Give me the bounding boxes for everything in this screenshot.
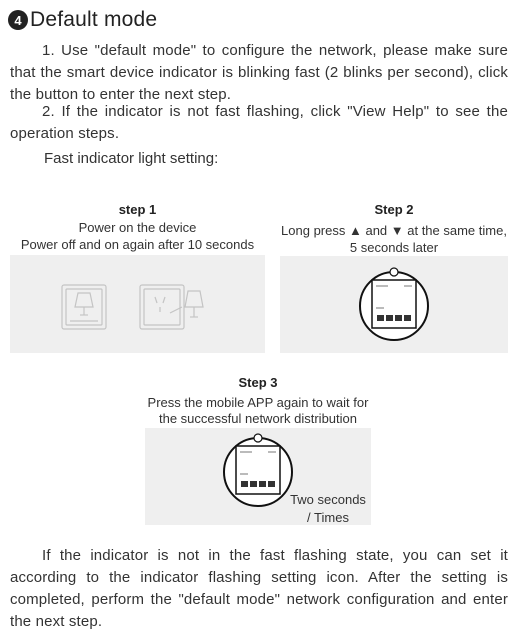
power-outlet-icon	[140, 285, 203, 329]
step-1-line-2: Power off and on again after 10 seconds	[20, 237, 255, 252]
step-3-line-1: Press the mobile APP again to wait for	[147, 395, 369, 410]
power-plug-icon	[62, 285, 106, 329]
instruction-paragraph-2: 2. If the indicator is not fast flashing, click "View Help" to see the operation steps.	[10, 103, 508, 142]
step-2-line-2: 5 seconds later	[349, 240, 439, 255]
section-heading	[8, 8, 157, 32]
step-1-illustration	[10, 255, 265, 353]
step-1-title: step 1	[118, 202, 157, 217]
step-1-line-1: Power on the device	[78, 220, 197, 235]
step-3-line-2: the successful network distribution	[159, 411, 357, 426]
thermostat-device-icon	[224, 434, 292, 506]
step-3-title: Step 3	[238, 375, 278, 390]
section-title: Default mode	[30, 8, 158, 31]
step-2-title: Step 2	[374, 202, 414, 217]
step-2-line-1: Long press ▲ and ▼ at the same time,	[281, 223, 507, 238]
closing-paragraph: If the indicator is not in the fast flashing state, you can set it according to the indicator flashing setting icon. After the setting is completed, perform the "default mode" network configuration and enter the next step.	[10, 547, 508, 630]
step-2-illustration	[280, 256, 508, 353]
blink-interval-note-1: Two seconds	[290, 492, 366, 507]
thermostat-device-icon	[360, 268, 428, 340]
blink-interval-note-2: / Times	[307, 510, 349, 525]
instruction-paragraph-1: 1. Use "default mode" to configure the network, please make sure that the smart device indicator is blinking fast (2 blinks per second), click the button to enter the next step.	[10, 42, 508, 103]
indicator-setting-subtitle: Fast indicator light setting:	[44, 150, 219, 167]
step-number-badge: 4	[8, 10, 28, 30]
